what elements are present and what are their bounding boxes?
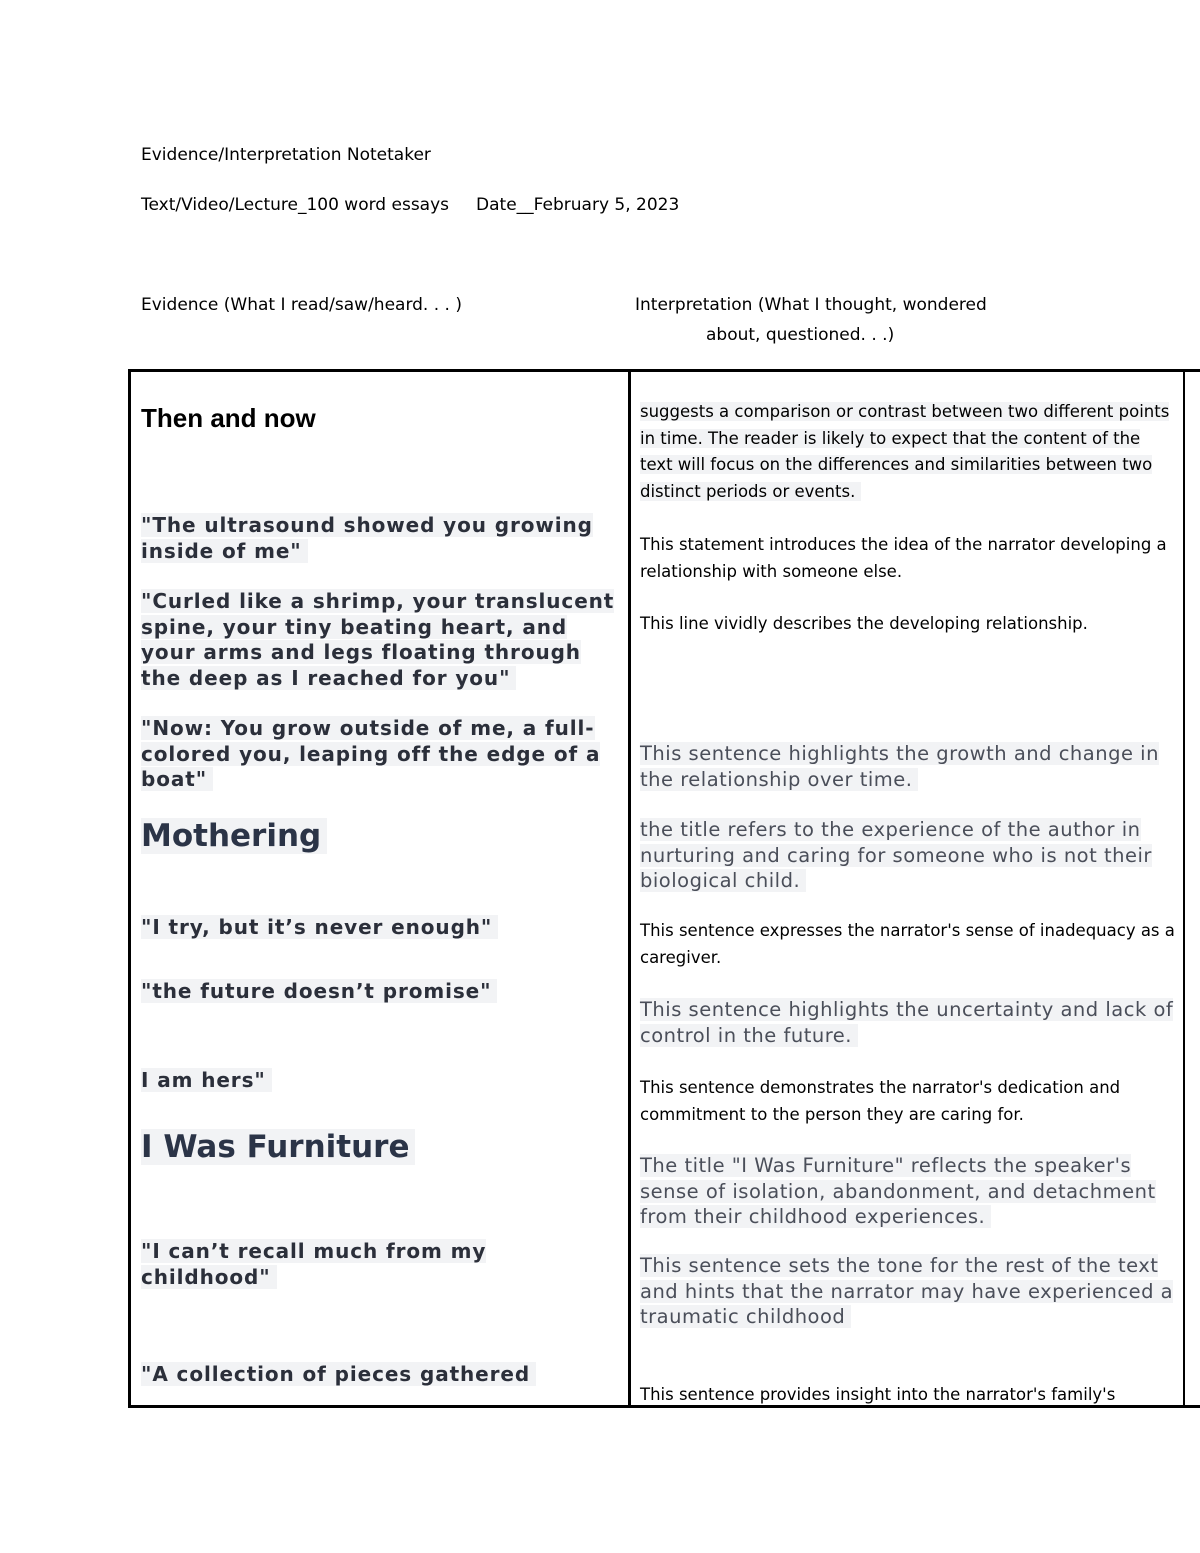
table-border-top xyxy=(128,369,1200,372)
evidence-quote-hers: I am hers" xyxy=(141,1068,266,1092)
table-border-left xyxy=(128,369,131,1408)
interpretation-furniture: The title "I Was Furniture" reflects the speaker's sense of isolation, abandonment, and detachment from their childhood experiences. xyxy=(640,1154,1156,1228)
meta-line xyxy=(141,195,679,215)
text-label: Text/Video/Lecture_100 word essays xyxy=(141,195,450,215)
essay-title-then-and-now: Then and now xyxy=(141,403,316,433)
evidence-quote-collection: "A collection of pieces gathered xyxy=(141,1362,531,1386)
interpretation-shrimp: This line vividly describes the developing relationship. xyxy=(640,614,1088,633)
interpretation-column-heading: Interpretation (What I thought, wondered xyxy=(635,295,987,315)
interpretation-recall: This sentence sets the tone for the rest of the text and hints that the narrator may have experienced a traumatic childhood xyxy=(640,1254,1174,1328)
interpretation-column-heading-continued: about, questioned. . .) xyxy=(706,325,895,345)
evidence-quote-now: "Now: You grow outside of me, a full-colored you, leaping off the edge of a boat" xyxy=(141,716,601,791)
interpretation-future: This sentence highlights the uncertainty and lack of control in the future. xyxy=(640,998,1174,1047)
document-title: Evidence/Interpretation Notetaker xyxy=(141,145,431,165)
interpretation-mothering: the title refers to the experience of the author in nurturing and caring for someone who is not their biological child. xyxy=(640,818,1152,892)
evidence-quote-shrimp: "Curled like a shrimp, your translucent spine, your tiny beating heart, and your arms and legs floating through the deep as I reached for you" xyxy=(141,589,615,690)
evidence-quote-ultrasound: "The ultrasound showed you growing inside of me" xyxy=(141,513,593,563)
evidence-quote-try: "I try, but it’s never enough" xyxy=(141,915,493,939)
interpretation-try: This sentence expresses the narrator's sense of inadequacy as a caregiver. xyxy=(640,921,1175,967)
table-column-divider xyxy=(628,369,631,1408)
evidence-quote-recall: "I can’t recall much from my childhood" xyxy=(141,1239,487,1289)
essay-title-mothering: Mothering xyxy=(141,818,322,854)
interpretation-hers: This sentence demonstrates the narrator's dedication and commitment to the person they are caring for. xyxy=(640,1078,1121,1124)
interpretation-then-and-now: suggests a comparison or contrast between two different points in time. The reader is likely to expect that the content of the text will focus on the differences and similarities between two distinct periods or events. xyxy=(640,402,1170,501)
evidence-quote-future: "the future doesn’t promise" xyxy=(141,979,492,1003)
interpretation-ultrasound: This statement introduces the idea of the narrator developing a relationship with someone else. xyxy=(640,535,1167,581)
date-label: Date__February 5, 2023 xyxy=(476,195,680,215)
table-border-right xyxy=(1183,369,1185,1408)
interpretation-collection: This sentence provides insight into the narrator's family's xyxy=(640,1385,1116,1404)
interpretation-now: This sentence highlights the growth and change in the relationship over time. xyxy=(640,742,1159,791)
essay-title-i-was-furniture: I Was Furniture xyxy=(141,1129,410,1165)
evidence-column-heading: Evidence (What I read/saw/heard. . . ) xyxy=(141,295,462,315)
